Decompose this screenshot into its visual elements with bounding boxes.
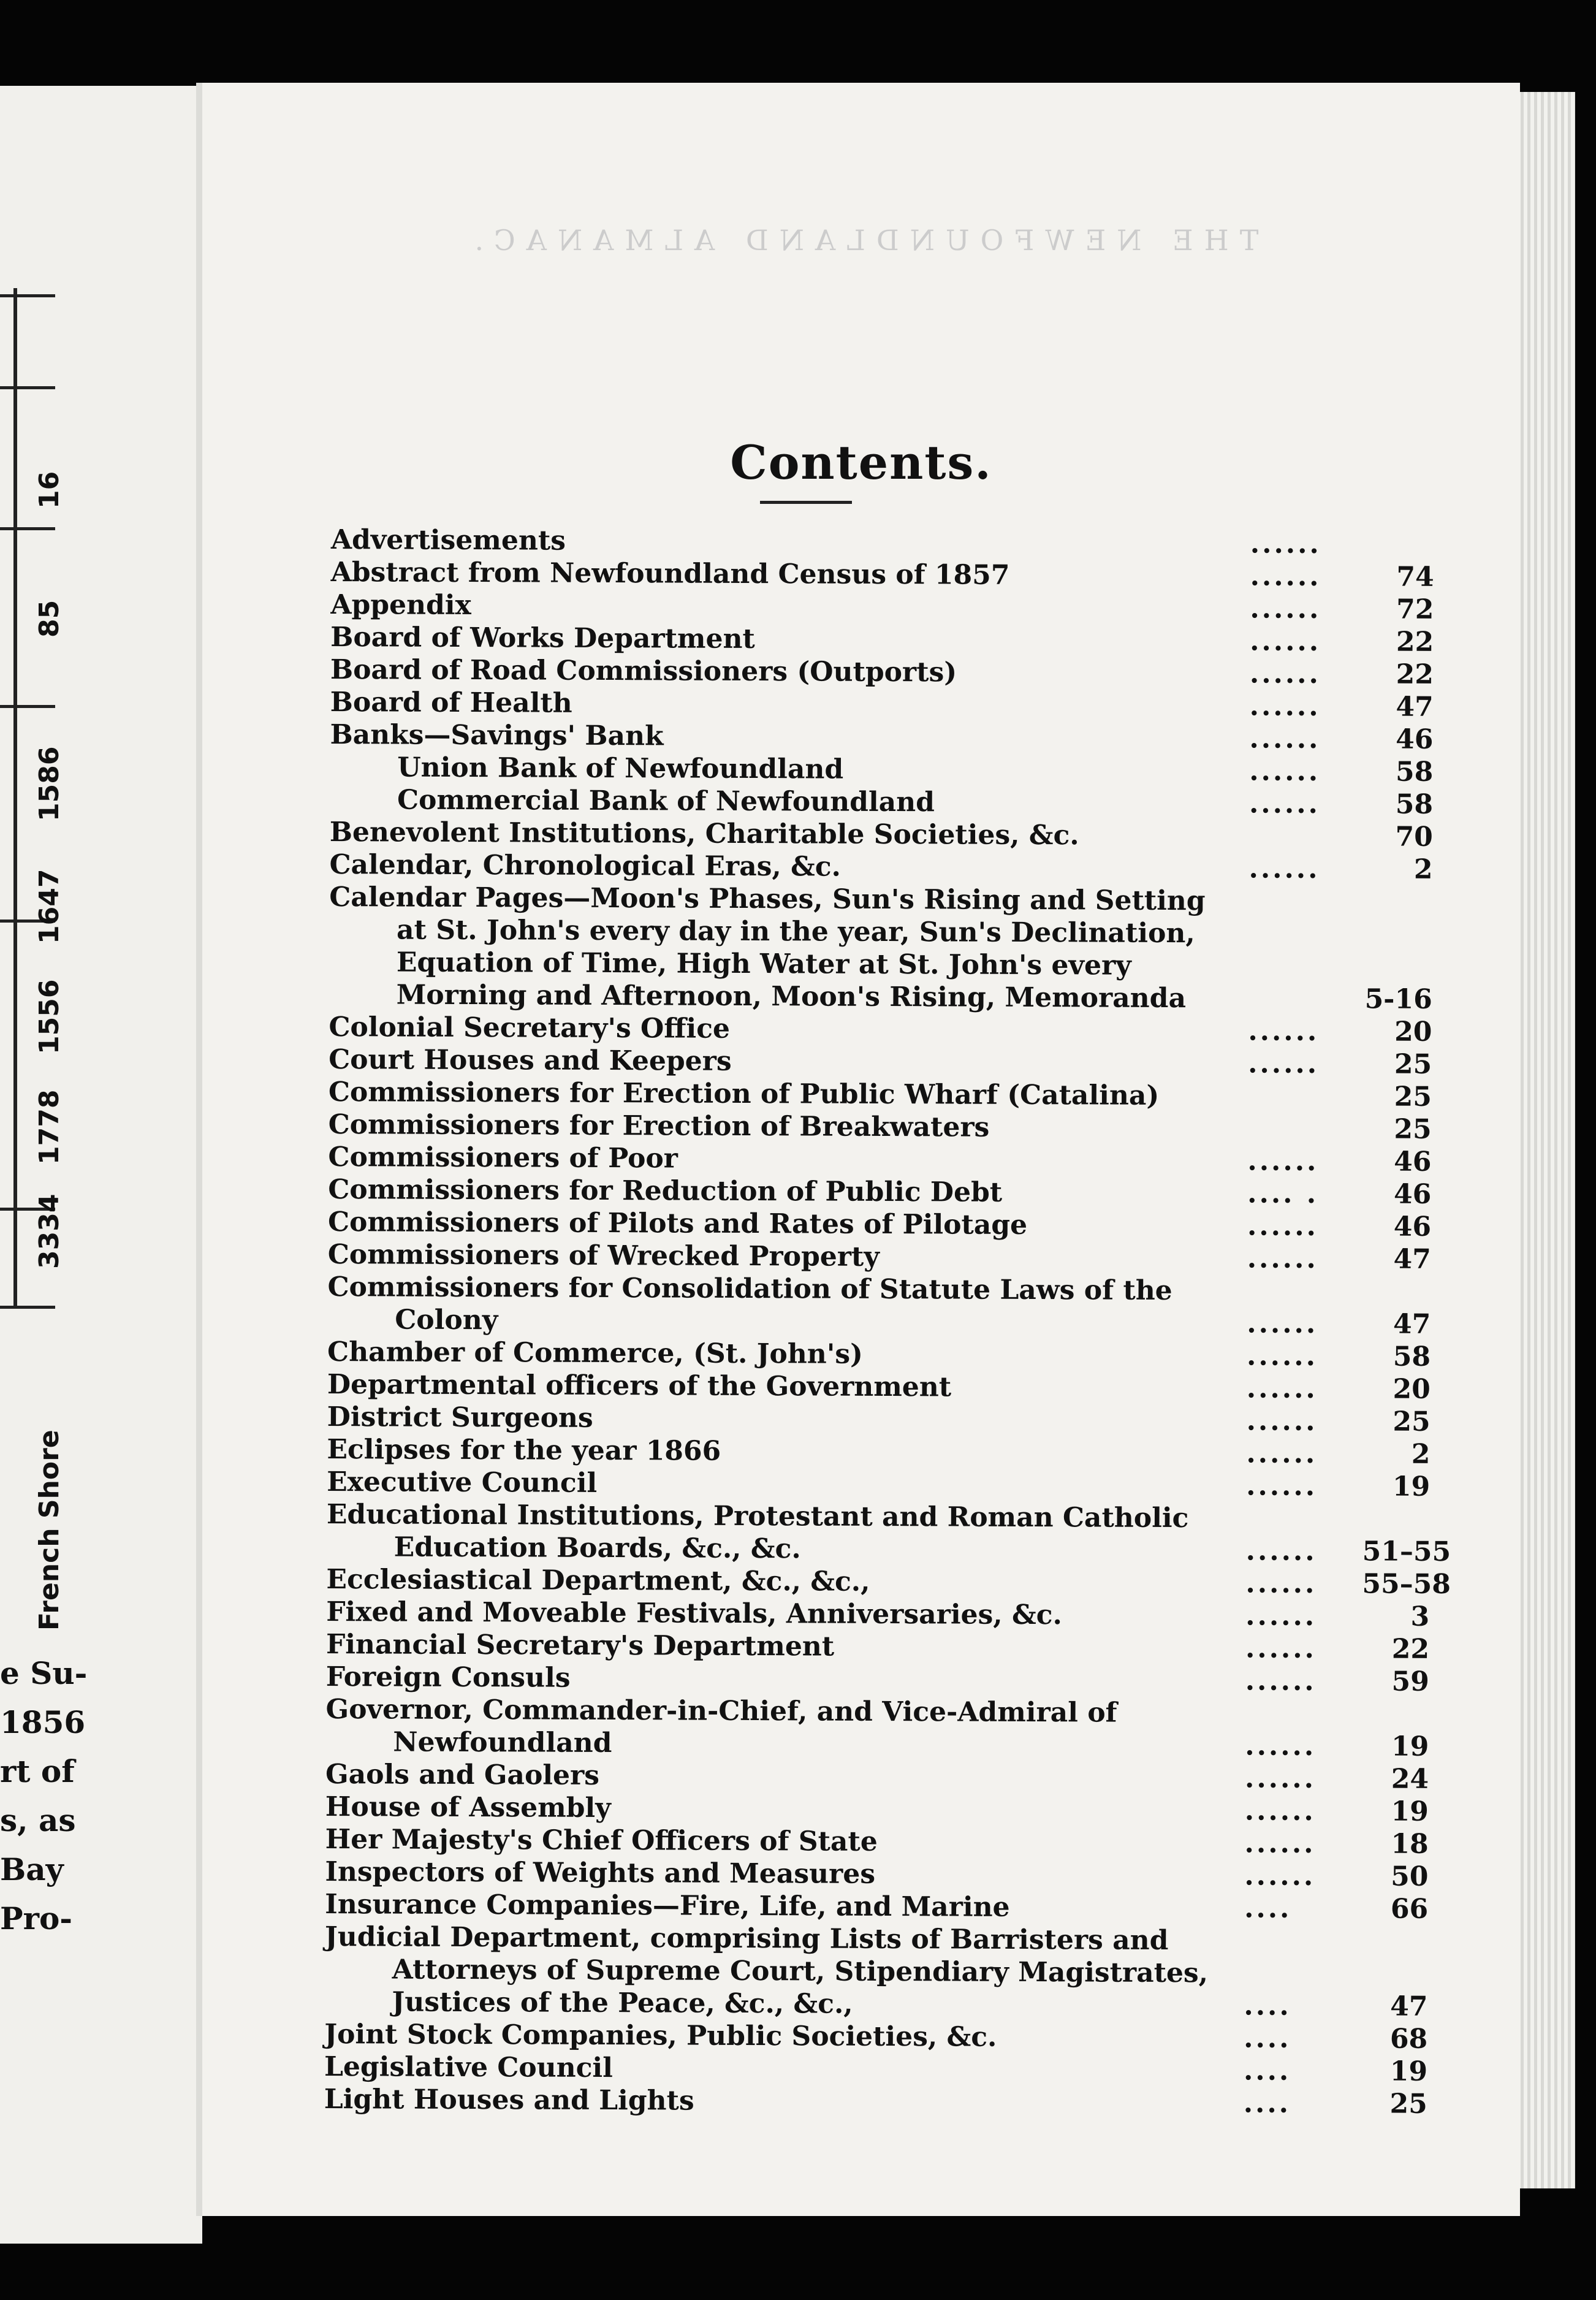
toc-entry-title: Light Houses and Lights <box>324 2083 694 2117</box>
toc-entry-title: Insurance Companies—Fire, Life, and Marine <box>325 1888 1010 1923</box>
toc-entry-page: 2 <box>1411 1438 1431 1470</box>
toc-entry <box>327 1336 1492 1374</box>
toc-entry-page: 24 <box>1391 1763 1429 1795</box>
toc-entry-page: 46 <box>1396 723 1434 755</box>
toc-entry-title: Judicial Department, comprising Lists of Barristers and <box>324 1921 1169 1956</box>
toc-entry <box>327 1401 1492 1439</box>
toc-entry <box>328 1174 1492 1211</box>
toc-entry <box>325 1889 1489 1926</box>
page-title: Contents. <box>730 435 992 490</box>
toc-entry-title: Commissioners for Consolidation of Statute Laws of the <box>327 1271 1172 1307</box>
left-page-text: e Su- <box>0 1655 88 1691</box>
toc-entry <box>325 1954 1489 1991</box>
toc-entry-title: Attorneys of Supreme Court, Stipendiary Magistrates, <box>392 1954 1209 1989</box>
left-page-tick <box>0 705 55 708</box>
toc-entry-page: 25 <box>1394 1081 1432 1113</box>
left-page-text: 1856 <box>0 1704 86 1740</box>
toc-entry-title: Calendar Pages—Moon's Phases, Sun's Rising and Setting <box>329 881 1206 917</box>
toc-entry-title: Union Bank of Newfoundland <box>397 752 844 785</box>
toc-entry-page: 3 <box>1410 1601 1430 1632</box>
toc-entry <box>325 1791 1490 1829</box>
toc-entry <box>328 1239 1492 1276</box>
toc-entry-page: 25 <box>1394 1048 1432 1080</box>
toc-entry <box>324 1986 1489 2024</box>
toc-entry-leader: .... <box>1243 2055 1291 2087</box>
toc-entry-leader: ...... <box>1250 625 1321 658</box>
left-page-tick <box>0 294 55 297</box>
toc-entry-page: 58 <box>1393 1341 1431 1373</box>
toc-entry-leader: ...... <box>1246 1373 1318 1405</box>
toc-entry <box>331 557 1495 594</box>
toc-entry-title: Financial Secretary's Department <box>325 1628 835 1662</box>
toc-entry-page: 50 <box>1391 1860 1429 1892</box>
toc-entry-page: 46 <box>1393 1178 1432 1210</box>
toc-entry-title: Calendar, Chronological Eras, &c. <box>329 848 842 883</box>
toc-entry-title: Executive Council <box>327 1466 598 1499</box>
toc-entry-title: Morning and Afternoon, Moon's Rising, Memoranda <box>396 979 1187 1015</box>
toc-entry <box>324 2051 1489 2089</box>
toc-entry-page: 22 <box>1391 1633 1430 1665</box>
toc-entry-title: Newfoundland <box>393 1726 612 1759</box>
toc-entry-page: 47 <box>1393 1308 1431 1340</box>
toc-entry <box>330 719 1494 756</box>
toc-entry-leader: ...... <box>1249 690 1321 723</box>
toc-entry-leader: .... <box>1244 1990 1291 2022</box>
toc-entry <box>326 1661 1491 1699</box>
toc-entry-page: 19 <box>1391 1731 1429 1762</box>
toc-entry <box>329 1076 1493 1114</box>
toc-entry <box>327 1369 1492 1406</box>
toc-entry <box>330 817 1494 854</box>
left-page-text: Bay <box>0 1851 64 1887</box>
toc-entry-leader: ...... <box>1246 1405 1318 1438</box>
toc-entry <box>325 1694 1490 1731</box>
toc-entry-page: 47 <box>1396 691 1434 723</box>
toc-entry-title: Commissioners of Pilots and Rates of Pilotage <box>327 1206 1028 1241</box>
toc-entry-page: 47 <box>1393 1243 1431 1275</box>
toc-entry-title: Banks—Savings' Bank <box>330 718 664 752</box>
toc-entry-title: Commissioners for Erection of Breakwaters <box>328 1108 990 1143</box>
toc-entry-leader: ...... <box>1247 1145 1319 1178</box>
toc-entry-title: Appendix <box>330 588 471 621</box>
left-page-number: 3334 <box>34 1194 65 1269</box>
toc-entry-leader: ...... <box>1249 723 1321 755</box>
toc-entry-page: 58 <box>1395 756 1434 788</box>
toc-entry <box>325 1856 1489 1894</box>
toc-entry-page: 19 <box>1392 1471 1431 1502</box>
toc-entry-leader: ...... <box>1245 1665 1317 1697</box>
toc-entry <box>329 1109 1493 1146</box>
toc-entry-title: Foreign Consuls <box>325 1661 571 1694</box>
toc-entry-title: at St. John's every day in the year, Sun's Declination, <box>397 914 1195 950</box>
toc-entry <box>325 1726 1490 1764</box>
toc-entry-title: Inspectors of Weights and Measures <box>325 1856 876 1890</box>
toc-entry-leader: ...... <box>1246 1470 1318 1502</box>
toc-entry-leader: ...... <box>1245 1600 1317 1632</box>
toc-entry-leader: ...... <box>1249 658 1321 690</box>
toc-entry-page: 2 <box>1413 853 1433 885</box>
toc-entry <box>327 1304 1492 1341</box>
toc-entry <box>326 1596 1491 1634</box>
toc-entry-title: Court Houses and Keepers <box>329 1043 732 1077</box>
toc-entry-page: 25 <box>1393 1406 1431 1438</box>
toc-entry-page: 66 <box>1390 1893 1429 1925</box>
toc-entry-title: Governor, Commander-in-Chief, and Vice-Admiral of <box>325 1693 1117 1729</box>
toc-entry <box>326 1629 1491 1666</box>
toc-entry <box>330 752 1494 789</box>
toc-entry-leader: ...... <box>1250 528 1321 560</box>
toc-entry-page: 18 <box>1391 1828 1429 1860</box>
toc-entry-page: 20 <box>1393 1373 1431 1405</box>
toc-entry <box>329 1011 1493 1049</box>
toc-entry-leader: ...... <box>1244 1860 1316 1892</box>
toc-entry-title: Eclipses for the year 1866 <box>327 1433 721 1467</box>
toc-entry-title: Chamber of Commerce, (St. John's) <box>327 1336 863 1370</box>
toc-entry-title: Commissioners of Wrecked Property <box>327 1238 880 1273</box>
toc-entry-page: 19 <box>1391 1795 1429 1827</box>
toc-entry-leader: ...... <box>1246 1340 1318 1373</box>
toc-entry-title: Colony <box>395 1304 498 1336</box>
toc-entry <box>330 784 1494 821</box>
toc-entry-leader: ...... <box>1245 1730 1317 1762</box>
toc-entry-leader: ...... <box>1247 1243 1318 1275</box>
toc-entry <box>324 2084 1489 2121</box>
left-page-text: rt of <box>0 1753 75 1789</box>
toc-entry-page: 46 <box>1393 1211 1432 1243</box>
toc-entry-title: Commissioners for Reduction of Public Debt <box>328 1173 1003 1208</box>
toc-entry <box>329 946 1494 984</box>
toc-entry-leader: ...... <box>1250 560 1321 593</box>
title-underline <box>760 501 852 504</box>
toc-entry <box>328 1141 1492 1179</box>
toc-entry-page: 25 <box>1389 2088 1427 2120</box>
toc-entry-title: Legislative Council <box>324 2051 614 2084</box>
toc-entry <box>328 1206 1492 1244</box>
toc-entry <box>326 1564 1491 1601</box>
toc-entry-page: 70 <box>1395 821 1433 853</box>
toc-entry-page: 46 <box>1394 1146 1432 1178</box>
toc-entry-title: Commissioners for Erection of Public Wharf (Catalina) <box>328 1076 1160 1111</box>
toc-entry-leader: ...... <box>1248 1015 1320 1048</box>
toc-entry-title: Ecclesiastical Department, &c., &c., <box>326 1563 870 1597</box>
toc-entry-leader: ...... <box>1245 1535 1317 1567</box>
contents-page <box>196 83 1520 2216</box>
toc-entry <box>327 1271 1492 1309</box>
toc-entry-page: 72 <box>1396 593 1434 625</box>
toc-entry-leader: ...... <box>1245 1632 1317 1665</box>
toc-entry <box>329 882 1494 919</box>
toc-entry <box>325 1921 1489 1959</box>
toc-entry <box>330 589 1495 626</box>
left-page-number: 16 <box>34 471 65 509</box>
toc-entry-page: 5-16 <box>1364 983 1432 1015</box>
toc-entry <box>329 979 1494 1016</box>
toc-entry-page: 74 <box>1396 561 1434 593</box>
left-page-number: 1556 <box>34 979 65 1054</box>
toc-entry-page: 55–58 <box>1362 1568 1451 1600</box>
toc-entry-title: Education Boards, &c., &c. <box>393 1531 801 1565</box>
toc-entry-leader: ...... <box>1244 1827 1316 1860</box>
toc-entry-leader: ...... <box>1245 1567 1317 1600</box>
toc-entry-leader: ...... <box>1244 1762 1317 1795</box>
toc-entry-title: House of Assembly <box>325 1791 611 1824</box>
toc-entry-page: 59 <box>1391 1666 1429 1697</box>
toc-entry-title: Advertisements <box>330 524 566 557</box>
toc-entry-leader: .... <box>1244 2022 1291 2054</box>
toc-entry-page: 20 <box>1394 1016 1432 1048</box>
toc-entry-title: Abstract from Newfoundland Census of 1857 <box>330 556 1010 591</box>
toc-entry-page: 47 <box>1390 1990 1428 2022</box>
left-page-number: 1778 <box>34 1089 65 1165</box>
toc-entry-leader: .... <box>1243 2087 1291 2119</box>
toc-entry-title: Fixed and Moveable Festivals, Anniversaries, &c. <box>326 1596 1062 1631</box>
toc-entry-leader: ...... <box>1244 1795 1316 1827</box>
toc-entry <box>325 1824 1490 1861</box>
toc-entry-title: Board of Works Department <box>330 621 755 655</box>
toc-entry-title: Commercial Bank of Newfoundland <box>397 784 935 818</box>
toc-entry-title: Departmental officers of the Government <box>327 1368 952 1403</box>
header-bleed-through: THE NEWFOUNDLAND ALMANAC. <box>463 224 1259 257</box>
left-page-side-label: French Shore <box>34 1430 65 1631</box>
toc-entry-page: 58 <box>1395 788 1434 820</box>
toc-entry <box>330 654 1495 691</box>
toc-entry-leader: ...... <box>1248 853 1320 885</box>
toc-entry-leader: ...... <box>1249 755 1321 788</box>
toc-entry-leader: ...... <box>1250 593 1321 625</box>
left-page-fragment <box>0 86 202 2244</box>
toc-entry-page: 51–55 <box>1362 1536 1451 1567</box>
toc-entry <box>329 914 1494 951</box>
toc-entry-page: 19 <box>1389 2055 1428 2087</box>
toc-entry <box>329 1044 1493 1081</box>
toc-entry-leader: .... . <box>1247 1178 1319 1210</box>
left-page-rule <box>13 288 17 1306</box>
toc-entry-title: Joint Stock Companies, Public Societies, &c. <box>324 2018 997 2053</box>
toc-entry-title: Benevolent Institutions, Charitable Societies, &c. <box>329 816 1079 851</box>
left-page-tick <box>0 386 55 389</box>
toc-entry <box>331 524 1495 562</box>
left-page-number: 1647 <box>34 869 65 944</box>
toc-entry-leader: ...... <box>1247 1308 1318 1340</box>
left-page-text: Pro- <box>0 1900 73 1936</box>
toc-entry-page: 68 <box>1389 2023 1428 2055</box>
toc-entry-title: Justices of the Peace, &c., &c., <box>392 1986 853 2020</box>
toc-entry-leader: ...... <box>1248 788 1321 820</box>
toc-entry-page: 25 <box>1394 1113 1432 1145</box>
toc-entry <box>330 687 1495 724</box>
toc-entry <box>327 1434 1491 1471</box>
toc-entry-leader: ...... <box>1246 1438 1318 1470</box>
toc-entry-title: Board of Health <box>330 686 572 719</box>
left-page-number: 85 <box>34 600 65 638</box>
toc-entry <box>327 1531 1491 1569</box>
toc-entry <box>330 622 1495 659</box>
toc-entry-page: 22 <box>1396 658 1434 690</box>
contents-list <box>324 524 1495 2121</box>
toc-entry <box>327 1466 1491 1504</box>
toc-entry-title: Colonial Secretary's Office <box>329 1011 731 1045</box>
toc-entry-title: District Surgeons <box>327 1401 593 1434</box>
book-page-edges <box>1514 92 1575 2188</box>
toc-entry <box>325 1759 1490 1796</box>
left-page-tick <box>0 527 55 530</box>
left-page-text: s, as <box>0 1802 76 1838</box>
toc-entry-leader: ...... <box>1248 1048 1320 1080</box>
toc-entry <box>329 849 1494 886</box>
toc-entry-title: Commissioners of Poor <box>328 1141 678 1175</box>
toc-entry-page: 22 <box>1396 626 1434 658</box>
toc-entry-title: Equation of Time, High Water at St. John's every <box>396 946 1131 981</box>
toc-entry-leader: .... <box>1244 1892 1292 1924</box>
toc-entry-leader: ...... <box>1247 1210 1319 1243</box>
left-page-number: 1586 <box>34 746 65 821</box>
toc-entry-title: Her Majesty's Chief Officers of State <box>325 1823 878 1857</box>
left-page-tick <box>0 1306 55 1309</box>
toc-entry-title: Board of Road Commissioners (Outports) <box>330 653 957 688</box>
toc-entry <box>324 2019 1489 2056</box>
toc-entry-title: Educational Institutions, Protestant and Roman Catholic <box>326 1498 1189 1534</box>
toc-entry <box>327 1499 1491 1536</box>
toc-entry-title: Gaols and Gaolers <box>325 1758 600 1791</box>
